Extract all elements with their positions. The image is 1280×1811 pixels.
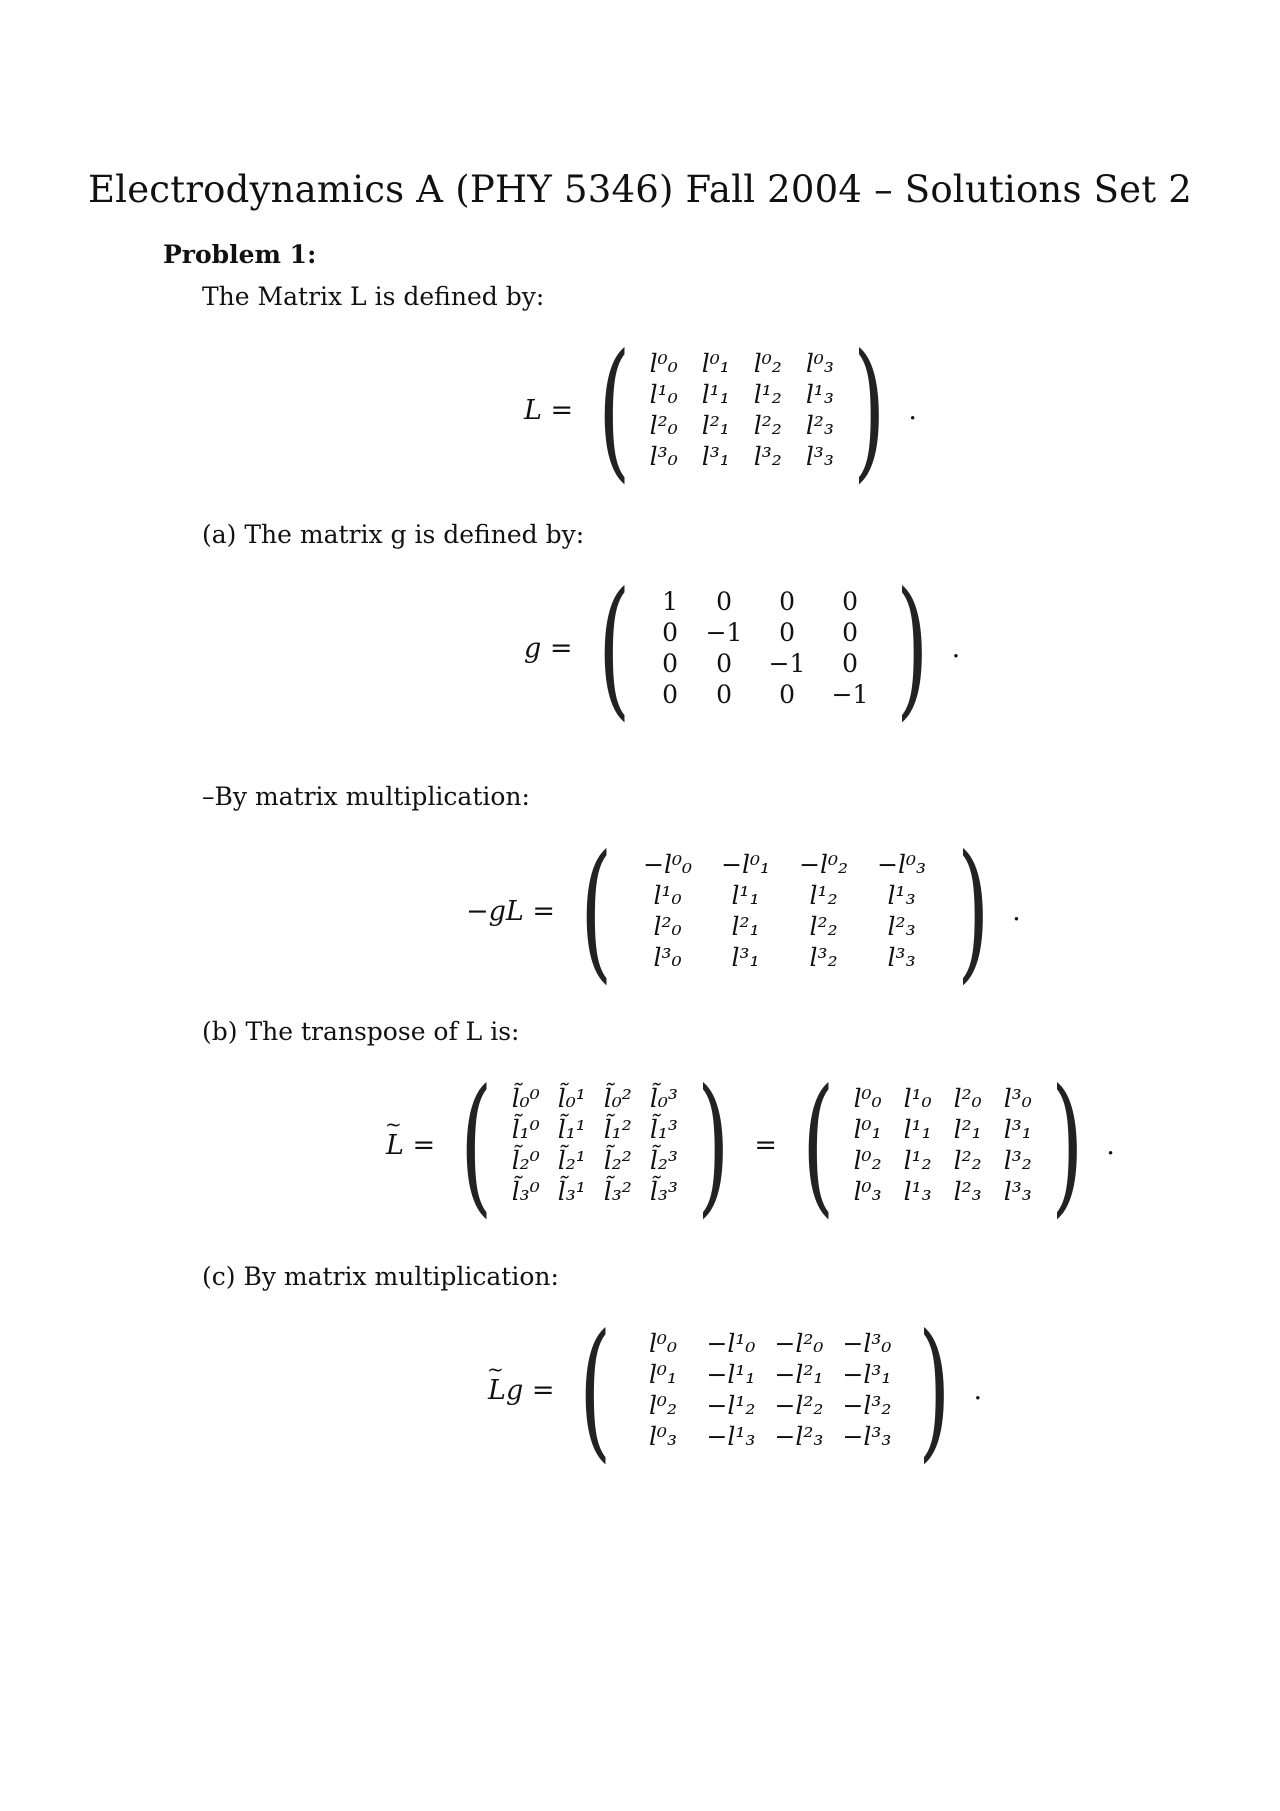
period: . bbox=[908, 394, 917, 426]
matrix-cell: l̃₃³ bbox=[649, 1177, 678, 1206]
matrix-Ltilde bbox=[506, 1083, 684, 1207]
right-paren: ) bbox=[956, 824, 989, 998]
matrix-cell: l¹₂ bbox=[753, 380, 782, 409]
matrix-L bbox=[644, 348, 840, 472]
matrix-cell: 1 bbox=[662, 587, 678, 616]
right-paren: ) bbox=[697, 1058, 730, 1232]
matrix-cell: l̃₂¹ bbox=[557, 1146, 586, 1175]
matrix-cell: −l³₁ bbox=[842, 1360, 892, 1389]
matrix-cell: l⁰₂ bbox=[648, 1391, 677, 1420]
left-paren: ( bbox=[802, 1058, 835, 1232]
matrix-cell: 0 bbox=[716, 649, 732, 678]
matrix-cell: l²₀ bbox=[649, 411, 678, 440]
matrix-Ltranspose bbox=[848, 1083, 1038, 1207]
matrix-cell: 0 bbox=[716, 680, 732, 709]
matrix-cell: l⁰₂ bbox=[753, 349, 782, 378]
lhs-L: L = bbox=[524, 394, 574, 426]
matrix-cell: l⁰₀ bbox=[853, 1084, 882, 1113]
matrix-cell: −1 bbox=[705, 618, 743, 647]
by-mult-text: –By matrix multiplication: bbox=[202, 782, 530, 811]
matrix-cell: l³₂ bbox=[1003, 1146, 1032, 1175]
matrix-cell: −l³₂ bbox=[842, 1391, 892, 1420]
left-paren: ( bbox=[598, 323, 631, 497]
matrix-cell: l⁰₀ bbox=[648, 1329, 677, 1358]
matrix-cell: l²₃ bbox=[887, 912, 916, 941]
matrix-cell: l²₃ bbox=[805, 411, 834, 440]
lhs-g: g = bbox=[524, 632, 573, 664]
lhs-Lt: ~ L = bbox=[386, 1130, 435, 1161]
matrix-cell: l⁰₃ bbox=[805, 349, 834, 378]
matrix-cell: 0 bbox=[662, 618, 678, 647]
matrix-cell: l̃₃² bbox=[603, 1177, 632, 1206]
part-a-text: (a) The matrix g is defined by: bbox=[202, 520, 585, 549]
matrix-g bbox=[643, 586, 883, 710]
left-paren: ( bbox=[580, 824, 613, 998]
matrix-cell: l̃₀² bbox=[603, 1084, 632, 1113]
equation-g bbox=[524, 561, 961, 735]
matrix-cell: l²₃ bbox=[953, 1177, 982, 1206]
matrix-cell: l̃₁³ bbox=[649, 1115, 678, 1144]
matrix-cell: l³₁ bbox=[1003, 1115, 1032, 1144]
matrix-cell: l̃₃⁰ bbox=[511, 1177, 540, 1206]
period: . bbox=[1012, 895, 1021, 927]
matrix-cell: l̃₁⁰ bbox=[511, 1115, 540, 1144]
matrix-cell: l³₀ bbox=[653, 943, 682, 972]
matrix-cell: l̃₂³ bbox=[649, 1146, 678, 1175]
matrix-cell: 0 bbox=[662, 680, 678, 709]
matrix-cell: −l⁰₃ bbox=[877, 850, 927, 879]
matrix-cell: l¹₃ bbox=[887, 881, 916, 910]
matrix-cell: l̃₁² bbox=[603, 1115, 632, 1144]
equation-transpose bbox=[386, 1058, 1115, 1232]
matrix-cell: l¹₁ bbox=[731, 881, 760, 910]
matrix-cell: −l²₃ bbox=[774, 1422, 824, 1451]
matrix-cell: −l¹₁ bbox=[706, 1360, 756, 1389]
equation-gL bbox=[466, 824, 1021, 998]
right-paren: ) bbox=[896, 561, 929, 735]
matrix-cell: l³₁ bbox=[731, 943, 760, 972]
problem-heading: Problem 1: bbox=[163, 240, 317, 269]
matrix-cell: l̃₂² bbox=[603, 1146, 632, 1175]
page-title: Electrodynamics A (PHY 5346) Fall 2004 – Solutions Set 2 bbox=[87, 168, 1193, 211]
matrix-cell: l⁰₂ bbox=[853, 1146, 882, 1175]
matrix-cell: l⁰₁ bbox=[648, 1360, 677, 1389]
right-paren: ) bbox=[853, 323, 886, 497]
matrix-cell: l¹₂ bbox=[903, 1146, 932, 1175]
matrix-cell: l²₂ bbox=[809, 912, 838, 941]
matrix-cell: 0 bbox=[842, 649, 858, 678]
matrix-cell: l³₂ bbox=[809, 943, 838, 972]
matrix-gL bbox=[626, 849, 944, 973]
matrix-cell: l³₀ bbox=[1003, 1084, 1032, 1113]
matrix-cell: l¹₀ bbox=[903, 1084, 932, 1113]
matrix-cell: l³₀ bbox=[649, 442, 678, 471]
matrix-cell: l²₂ bbox=[953, 1146, 982, 1175]
matrix-cell: 0 bbox=[779, 587, 795, 616]
part-b-text: (b) The transpose of L is: bbox=[202, 1017, 520, 1046]
equation-L bbox=[524, 323, 917, 497]
matrix-cell: l̃₀⁰ bbox=[511, 1084, 540, 1113]
matrix-cell: −l³₀ bbox=[842, 1329, 892, 1358]
matrix-cell: l²₁ bbox=[701, 411, 730, 440]
matrix-cell: l̃₁¹ bbox=[557, 1115, 586, 1144]
matrix-cell: 0 bbox=[842, 587, 858, 616]
matrix-cell: l¹₀ bbox=[649, 380, 678, 409]
left-paren: ( bbox=[579, 1303, 612, 1477]
matrix-cell: l⁰₀ bbox=[649, 349, 678, 378]
intro-text: The Matrix L is defined by: bbox=[202, 282, 545, 311]
left-paren: ( bbox=[597, 561, 630, 735]
matrix-cell: l¹₀ bbox=[653, 881, 682, 910]
right-paren: ) bbox=[918, 1303, 951, 1477]
matrix-cell: −l²₁ bbox=[774, 1360, 824, 1389]
matrix-cell: l²₀ bbox=[653, 912, 682, 941]
matrix-cell: l̃₂⁰ bbox=[511, 1146, 540, 1175]
matrix-cell: l⁰₁ bbox=[853, 1115, 882, 1144]
matrix-cell: −l¹₀ bbox=[706, 1329, 756, 1358]
matrix-cell: −l¹₃ bbox=[706, 1422, 756, 1451]
lhs-gL: −gL = bbox=[466, 895, 556, 927]
period: . bbox=[973, 1374, 983, 1406]
matrix-cell: l¹₃ bbox=[903, 1177, 932, 1206]
matrix-cell: l²₁ bbox=[953, 1115, 982, 1144]
matrix-cell: 0 bbox=[842, 618, 858, 647]
matrix-cell: 0 bbox=[662, 649, 678, 678]
matrix-cell: l³₂ bbox=[753, 442, 782, 471]
lhs-Ltg: ~ Lg = bbox=[488, 1375, 554, 1406]
matrix-cell: −l²₀ bbox=[774, 1329, 824, 1358]
matrix-cell: −l³₃ bbox=[842, 1422, 892, 1451]
matrix-cell: l⁰₃ bbox=[648, 1422, 677, 1451]
matrix-cell: l²₀ bbox=[953, 1084, 982, 1113]
matrix-Ltg bbox=[625, 1328, 905, 1452]
period: . bbox=[951, 632, 961, 664]
matrix-cell: −1 bbox=[831, 680, 869, 709]
equation-Ltg bbox=[488, 1303, 983, 1477]
matrix-cell: l¹₂ bbox=[809, 881, 838, 910]
matrix-cell: −1 bbox=[768, 649, 806, 678]
matrix-cell: l¹₁ bbox=[701, 380, 730, 409]
matrix-cell: l²₁ bbox=[731, 912, 760, 941]
matrix-cell: l⁰₁ bbox=[701, 349, 730, 378]
matrix-cell: l̃₀³ bbox=[649, 1084, 678, 1113]
matrix-cell: l¹₃ bbox=[805, 380, 834, 409]
matrix-cell: l⁰₃ bbox=[853, 1177, 882, 1206]
matrix-cell: l̃₃¹ bbox=[557, 1177, 586, 1206]
matrix-cell: −l⁰₁ bbox=[721, 850, 771, 879]
matrix-cell: −l⁰₀ bbox=[643, 850, 693, 879]
matrix-cell: l³₃ bbox=[805, 442, 834, 471]
right-paren: ) bbox=[1050, 1058, 1084, 1232]
matrix-cell: l̃₀¹ bbox=[557, 1084, 586, 1113]
matrix-cell: 0 bbox=[716, 587, 732, 616]
matrix-cell: l²₂ bbox=[753, 411, 782, 440]
matrix-cell: l³₃ bbox=[1003, 1177, 1032, 1206]
matrix-cell: l³₃ bbox=[887, 943, 916, 972]
matrix-cell: l³₁ bbox=[701, 442, 730, 471]
equals-sign: = bbox=[754, 1129, 778, 1161]
matrix-cell: −l¹₂ bbox=[706, 1391, 756, 1420]
period: . bbox=[1106, 1129, 1115, 1161]
matrix-cell: 0 bbox=[779, 618, 795, 647]
matrix-cell: −l²₂ bbox=[774, 1391, 824, 1420]
matrix-cell: 0 bbox=[779, 680, 795, 709]
left-paren: ( bbox=[460, 1058, 493, 1232]
matrix-cell: −l⁰₂ bbox=[799, 850, 849, 879]
part-c-text: (c) By matrix multiplication: bbox=[202, 1262, 559, 1291]
matrix-cell: l¹₁ bbox=[903, 1115, 932, 1144]
